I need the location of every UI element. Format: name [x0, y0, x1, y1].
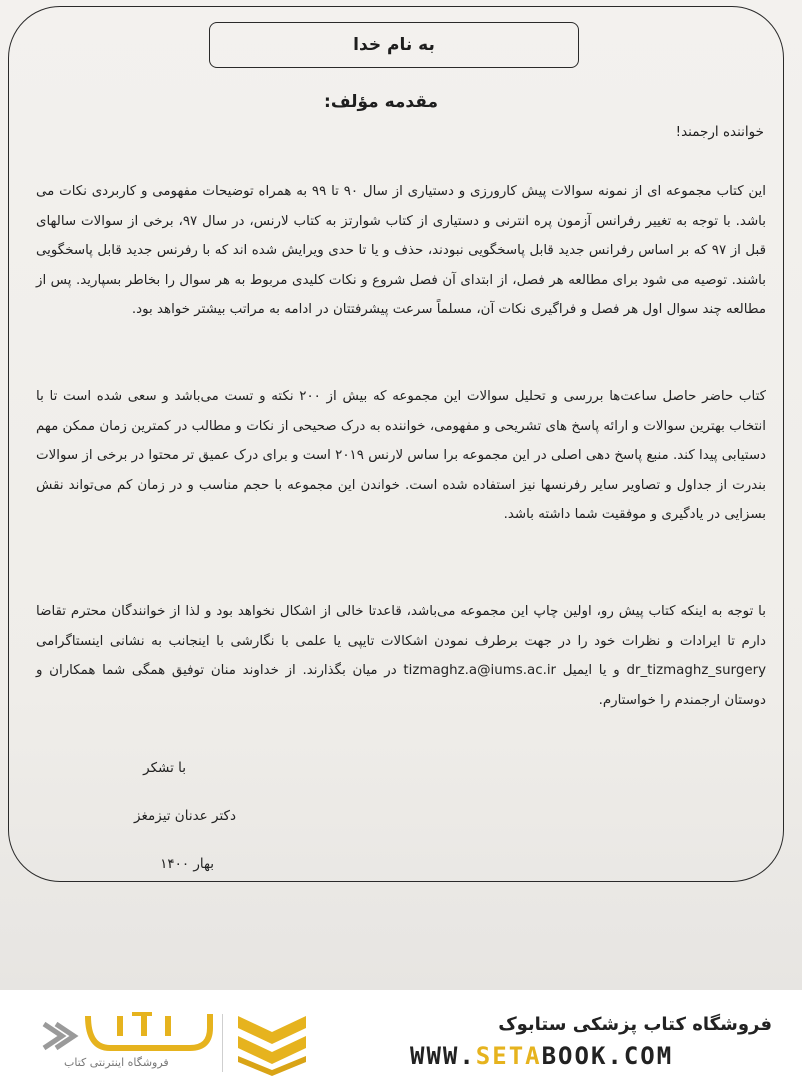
author-name: دکتر عدنان تیزمغز: [134, 808, 236, 824]
setabook-wordmark-logo: [40, 1006, 220, 1054]
salutation: خواننده ارجمند!: [675, 124, 764, 140]
url-suffix: BOOK.COM: [541, 1042, 674, 1070]
store-url-link[interactable]: [410, 1042, 673, 1070]
section-heading: مقدمه مؤلف:: [324, 92, 438, 112]
chevron-stack-logo-icon: [232, 1010, 312, 1076]
paragraph-2: کتاب حاضر حاصل ساعت‌ها بررسی و تحلیل سوالات این مجموعه که بیش از ۲۰۰ نکته و تست می‌باشد و سعی شده است تا با انتخاب بهترین سوالات و ارائه پاسخ های تشریحی و مفهومی، خواننده به درک صحیحی از نکات و مطالب در کمترین زمان ممکن مهم دستیابی پیدا کند. منبع پاسخ دهی اصلی در این مجموعه برا ساس لارنس ۲۰۱۹ است و برای درک عمیق تر محتوا در برخی از سوالات بندرت از جداول و تصاویر سایر رفرنسها نیز استفاده شده است. خواندن این مجموعه با حجم مناسب و در زمان کم می‌تواند نقش بسزایی در یادگیری و موفقیت شما داشته باشد.: [36, 389, 766, 522]
paragraph-3: با توجه به اینکه کتاب پیش رو، اولین چاپ این مجموعه می‌باشد، قاعدتا خالی از اشکال نخواهد بود و لذا از خوانندگان محترم تقاضا دارم تا ایرادات و نظرات خود را در جهت برطرف نمودن اشکالات تایپی یا علمی با نگارشی با اینجانب به نشانی اینستاگرامی dr_tizmaghz_surgery و یا ایمیل tizmaghz.a@iums.ac.ir در میان بگذارند. از خداوند منان توفیق همگی شما همکاران و دوستان ارجمندم را خواستارم.: [36, 604, 766, 708]
title-text: به نام خدا: [353, 35, 435, 55]
closing-text: با تشکر: [143, 760, 186, 776]
paragraph-1: این کتاب مجموعه ای از نمونه سوالات پیش کارورزی و دستیاری از سال ۹۰ تا ۹۹ به همراه توضیحات مفهومی و کاربردی نکات می باشد. با توجه به تغییر رفرانس آزمون پره انترنی و دستیاری از کتاب شوارتز به کتاب لارنس، در سال ۹۷، برخی از سوالات سالهای قبل از ۹۷ که بر اساس رفرانس جدید قابل پاسخگویی نبودند، حذف و یا تا حدی ویرایش شده اند که با رفرنس جدید قابل پاسخگویی باشند. توصیه می شود برای مطالعه هر فصل، از ابتدای آن فصل شروع و نکات کلیدی مربوط به هر سوال را بخاطر بسپارید. پس از مطالعه چند سوال اول هر فصل و فراگیری نکات آن، مسلماً سرعت پیشرفتتان در ادامه به مراتب بیشتر خواهد بود.: [36, 184, 766, 317]
logo-subtitle: فروشگاه اینترنتی کتاب: [64, 1056, 169, 1069]
store-name: فروشگاه کتاب پزشکی ستابوک: [498, 1014, 772, 1035]
logo-divider: [222, 1014, 223, 1072]
url-prefix: WWW.: [410, 1042, 476, 1070]
document-title: [209, 22, 579, 68]
signature-date: بهار ۱۴۰۰: [160, 856, 214, 872]
url-highlight: SETA: [475, 1042, 542, 1070]
